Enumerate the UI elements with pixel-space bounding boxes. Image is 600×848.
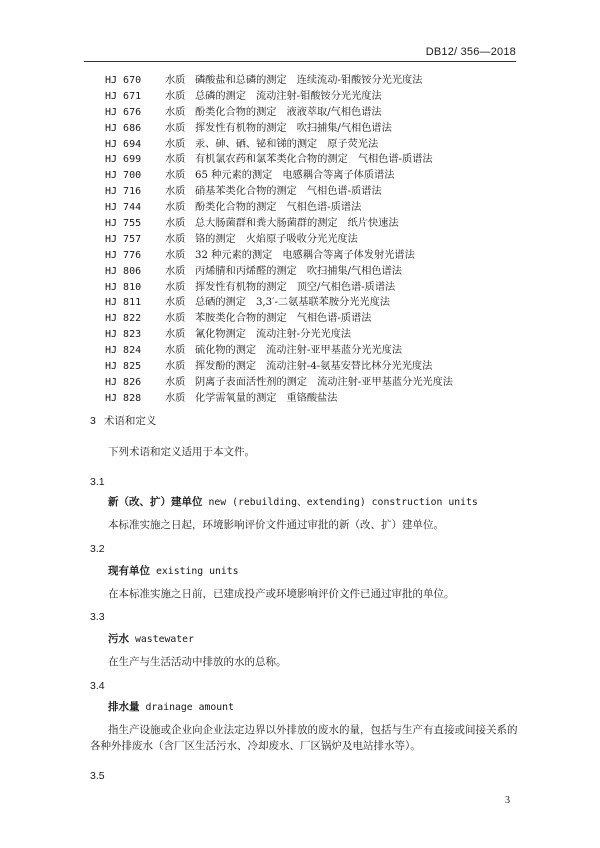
standard-code: HJ 670 (105, 75, 142, 86)
standard-row (105, 152, 525, 168)
section-heading (90, 413, 600, 429)
standard-code: HJ 825 (105, 361, 142, 373)
section-number: 3 (90, 415, 96, 427)
standard-title: 挥发性有机物的测定 (195, 281, 287, 293)
standard-category: 水质 (165, 297, 186, 309)
standard-method: 吹扫捕集/气相色谱法 (296, 122, 392, 134)
standard-title: 氰化物测定 (195, 329, 246, 341)
intro-text: 下列术语和定义适用于本文件。 (108, 446, 255, 458)
standard-method: 火焰原子吸收分光光度法 (245, 233, 358, 245)
standard-method: 重铬酸盐法 (286, 392, 338, 404)
standard-title: 酚类化合物的测定 (195, 106, 277, 118)
standard-title: 总硒的测定 (195, 297, 246, 309)
standard-category: 水质 (165, 345, 186, 357)
standard-method: 电感耦合等离子体发射光谱法 (282, 249, 415, 261)
standard-code: HJ 776 (105, 249, 142, 261)
standard-category: 水质 (165, 329, 186, 341)
term-en: drainage amount (145, 702, 234, 713)
standard-title: 苯胺类化合物的测定 (195, 313, 287, 325)
standard-title: 挥发性有机物的测定 (195, 122, 287, 134)
standard-method: 原子荧光法 (327, 138, 379, 150)
standard-title: 磷酸盐和总磷的测定 (195, 75, 287, 86)
term-heading (108, 494, 600, 511)
term-en: existing units (156, 566, 239, 577)
term-zh: 现有单位 (108, 565, 150, 577)
standard-title: 汞、砷、硒、铋和锑的测定 (195, 138, 318, 150)
term-definition: 本标准实施之日起，环境影响评价文件通过审批的新（改、扩）建单位。 (108, 519, 444, 531)
standard-method: 流动注射-亚甲基蓝分光光度法 (317, 376, 453, 388)
standard-title: 32 种元素的测定 (195, 249, 273, 261)
term-zh: 新（改、扩）建单位 (108, 496, 203, 508)
standard-code: HJ 826 (105, 376, 142, 388)
standard-category: 水质 (165, 392, 186, 404)
standard-title: 化学需氧量的测定 (195, 392, 277, 404)
standard-category: 水质 (165, 122, 186, 134)
header-rule (84, 61, 516, 62)
standard-row (105, 327, 525, 343)
standard-code: HJ 757 (105, 233, 142, 245)
standard-code: HJ 824 (105, 345, 142, 357)
clause-number: 3.5 (90, 770, 105, 782)
standard-row (105, 73, 525, 89)
standard-method: 吹扫捕集/气相色谱法 (306, 265, 402, 277)
standard-code: HJ 676 (105, 106, 142, 118)
standard-method: 气相色谱-质谱法 (296, 313, 372, 325)
standard-category: 水质 (165, 361, 186, 373)
standard-code: HJ 822 (105, 313, 142, 325)
standard-code: HJ 806 (105, 265, 142, 277)
document-code: DB12/ 356—2018 (425, 46, 516, 58)
standard-method: 流动注射-亚甲基蓝分光光度法 (266, 345, 403, 357)
standard-code: HJ 694 (105, 138, 142, 150)
standard-method: 流动注射-钼酸铵分光光度法 (255, 90, 382, 102)
standard-code: HJ 700 (105, 170, 142, 182)
standard-title: 丙烯腈和丙烯醛的测定 (195, 265, 297, 277)
standard-code: HJ 744 (105, 202, 142, 214)
standard-row (105, 280, 525, 296)
term-definition: 指生产设施或企业向企业法定边界以外排放的废水的量，包括与生产有直接或间接关系的各种外排废水（含厂区生活污水、冷却废水、厂区锅炉及电站排水等）。 (90, 724, 518, 752)
standard-row (105, 311, 525, 327)
standard-category: 水质 (165, 265, 186, 277)
standard-row (105, 375, 525, 391)
term-definition: 在生产与生活活动中排放的水的总称。 (108, 656, 287, 668)
standard-method: 3,3′-二氨基联苯胺分光光度法 (255, 297, 390, 309)
standard-row (105, 295, 525, 311)
standard-row (105, 391, 525, 407)
standard-category: 水质 (165, 249, 186, 261)
standard-category: 水质 (165, 233, 186, 245)
standard-code: HJ 686 (105, 122, 142, 134)
clause-number: 3.4 (90, 680, 105, 692)
standard-category: 水质 (165, 170, 186, 182)
standard-method: 流动注射-分光光度法 (255, 329, 352, 341)
standard-row (105, 343, 525, 359)
standard-code: HJ 671 (105, 90, 142, 102)
standard-category: 水质 (165, 138, 186, 150)
standard-row (105, 137, 525, 153)
standard-code: HJ 716 (105, 186, 142, 198)
standard-method: 纸片快速法 (347, 218, 399, 230)
standard-code: HJ 828 (105, 392, 142, 404)
standard-method: 气相色谱-质谱法 (357, 154, 433, 166)
standard-row (105, 200, 525, 216)
standard-code: HJ 699 (105, 154, 142, 166)
standard-method: 液液萃取/气相色谱法 (286, 106, 382, 118)
standard-code: HJ 823 (105, 329, 142, 341)
standard-code: HJ 810 (105, 281, 142, 293)
standard-category: 水质 (165, 376, 186, 388)
term-zh: 污水 (108, 633, 129, 645)
standard-code: HJ 755 (105, 218, 142, 230)
page-number: 3 (505, 795, 510, 806)
term-heading (108, 563, 600, 580)
standard-title: 硝基苯类化合物的测定 (195, 186, 297, 198)
standard-category: 水质 (165, 90, 186, 102)
standard-category: 水质 (165, 313, 186, 325)
standard-row (105, 105, 525, 121)
standard-row (105, 264, 525, 280)
standard-title: 总磷的测定 (195, 90, 246, 102)
standard-category: 水质 (165, 202, 186, 214)
standard-title: 阴离子表面活性剂的测定 (195, 376, 308, 388)
standard-row (105, 168, 525, 184)
standard-row (105, 89, 525, 105)
standard-title: 酚类化合物的测定 (195, 202, 277, 214)
standard-method: 连续流动-钼酸铵分光光度法 (296, 75, 423, 86)
standard-row (105, 216, 525, 232)
section-title: 术语和定义 (103, 415, 157, 427)
standard-category: 水质 (165, 186, 186, 198)
term-zh: 排水量 (108, 701, 140, 713)
standard-title: 挥发酚的测定 (195, 361, 257, 373)
term-heading (108, 631, 600, 648)
standard-row (105, 232, 525, 248)
standard-method: 顶空/气相色谱-质谱法 (296, 281, 396, 293)
standard-method: 流动注射-4-氨基安替比林分光光度法 (266, 361, 433, 373)
standard-title: 硫化物的测定 (195, 345, 257, 357)
standard-title: 65 种元素的测定 (195, 170, 273, 182)
standard-row (105, 359, 525, 375)
standard-code: HJ 811 (105, 297, 142, 309)
standard-category: 水质 (165, 281, 186, 293)
standard-row (105, 248, 525, 264)
standard-title: 有机氯农药和氯苯类化合物的测定 (195, 154, 348, 166)
standard-method: 气相色谱-质谱法 (286, 202, 362, 214)
term-heading (108, 699, 600, 716)
standard-category: 水质 (165, 75, 186, 86)
clause-number: 3.1 (90, 476, 105, 488)
standard-method: 气相色谱-质谱法 (306, 186, 382, 198)
standard-method: 电感耦合等离子体质谱法 (282, 170, 395, 182)
term-en: new (rebuilding、extending) construction units (208, 497, 478, 508)
term-definition: 在本标准实施之日前，已建成投产或环境影响评价文件已通过审批的单位。 (108, 588, 455, 600)
term-en: wastewater (135, 634, 194, 645)
standard-row (105, 121, 525, 137)
standard-row (105, 184, 525, 200)
standard-category: 水质 (165, 154, 186, 166)
clause-number: 3.2 (90, 543, 105, 555)
clause-number: 3.3 (90, 611, 105, 623)
standard-title: 铬的测定 (195, 233, 236, 245)
standards-list (105, 73, 525, 407)
standard-category: 水质 (165, 218, 186, 230)
standard-title: 总大肠菌群和粪大肠菌群的测定 (195, 218, 338, 230)
standard-category: 水质 (165, 106, 186, 118)
